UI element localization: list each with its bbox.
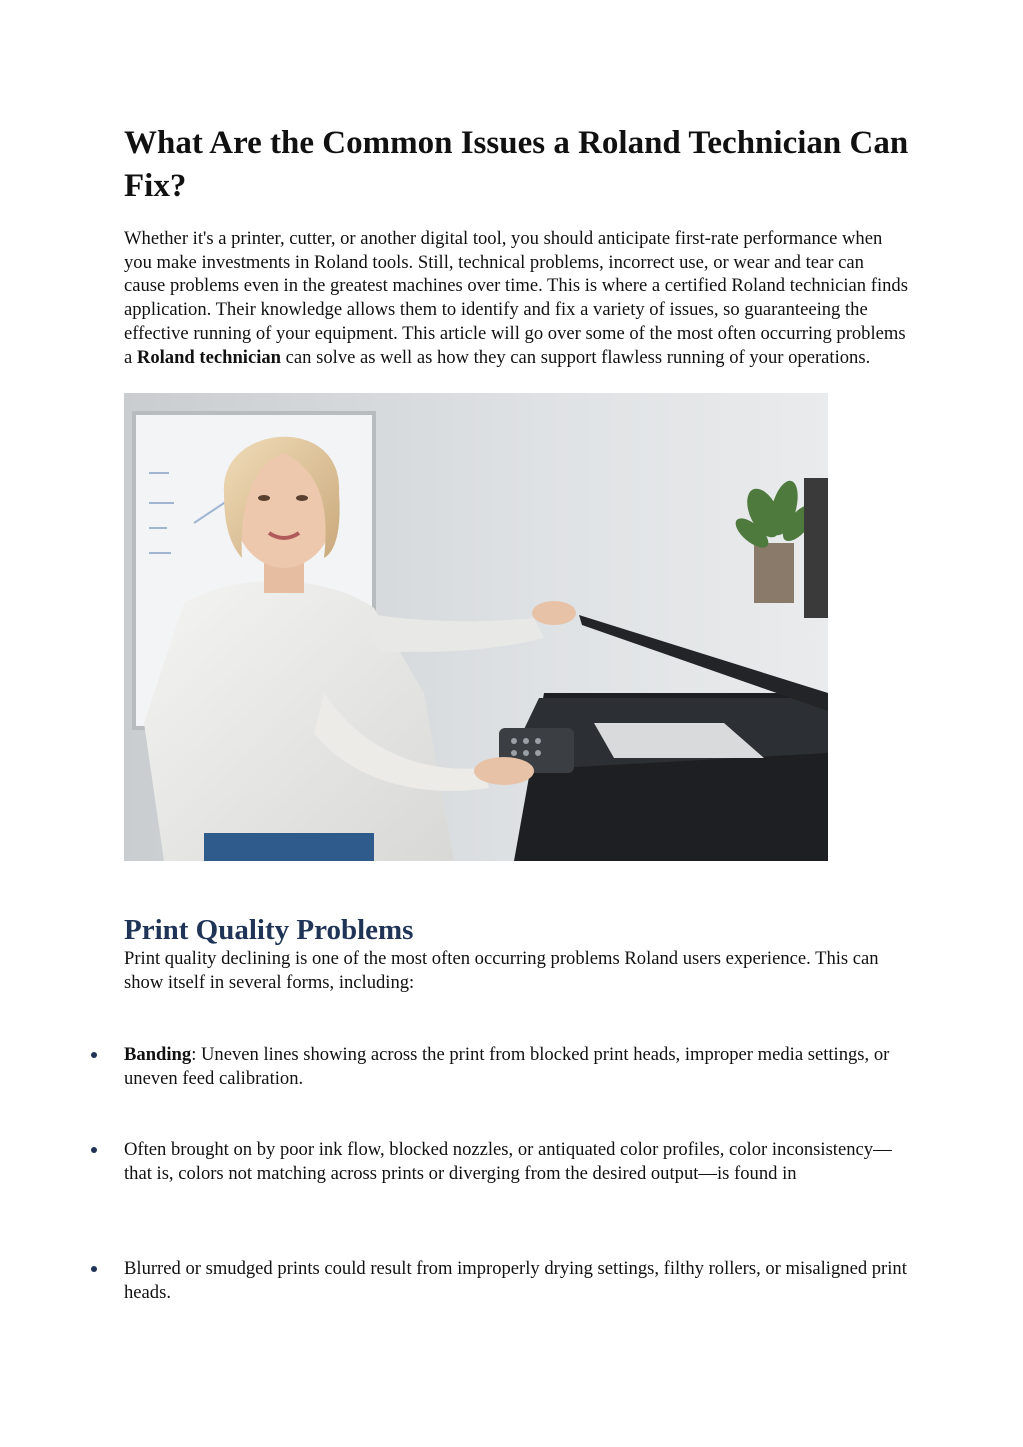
section-heading: Print Quality Problems <box>124 914 414 946</box>
list-item-text: : Uneven lines showing across the print from blocked print heads, improper media settings, or uneven feed calibration. <box>124 1044 890 1089</box>
list-item-text: Often brought on by poor ink flow, blocked nozzles, or antiquated color profiles, color inconsistency—that is, colors not matching across prints or diverging from the desired output—is found in <box>124 1139 892 1184</box>
list-item <box>124 1257 909 1304</box>
article-title: What Are the Common Issues a Roland Technician Can Fix? <box>124 125 909 204</box>
bullet-icon <box>91 1147 97 1153</box>
list-item <box>124 1043 909 1090</box>
bullet-icon <box>91 1052 97 1058</box>
intro-text-start: Whether it's a printer, cutter, or another digital tool, you should anticipate first-rate performance when you make investments in Roland tools. Still, technical problems, incorrect use, or wear and tear can cause problems even in the greatest machines over time. This is where a certified Roland technician finds application. Their knowledge allows them to identify and fix a variety of issues, so guaranteeing the effective running of your equipment. This article will go over some of the most often occurring problems a <box>124 228 908 368</box>
bullet-icon <box>91 1266 97 1272</box>
section-intro: Print quality declining is one of the most often occurring problems Roland users experience. This can show itself in several forms, including: <box>124 948 879 993</box>
list-item-bold: Banding <box>124 1044 192 1065</box>
list-item <box>124 1138 909 1185</box>
intro-bold-term: Roland technician <box>136 346 282 368</box>
article-intro <box>124 227 909 369</box>
list-item-text: Blurred or smudged prints could result from improperly drying settings, filthy rollers, or misaligned print heads. <box>124 1258 907 1303</box>
technician-photo <box>124 393 828 861</box>
intro-text-end: can solve as well as how they can support flawless running of your operations. <box>281 346 871 368</box>
